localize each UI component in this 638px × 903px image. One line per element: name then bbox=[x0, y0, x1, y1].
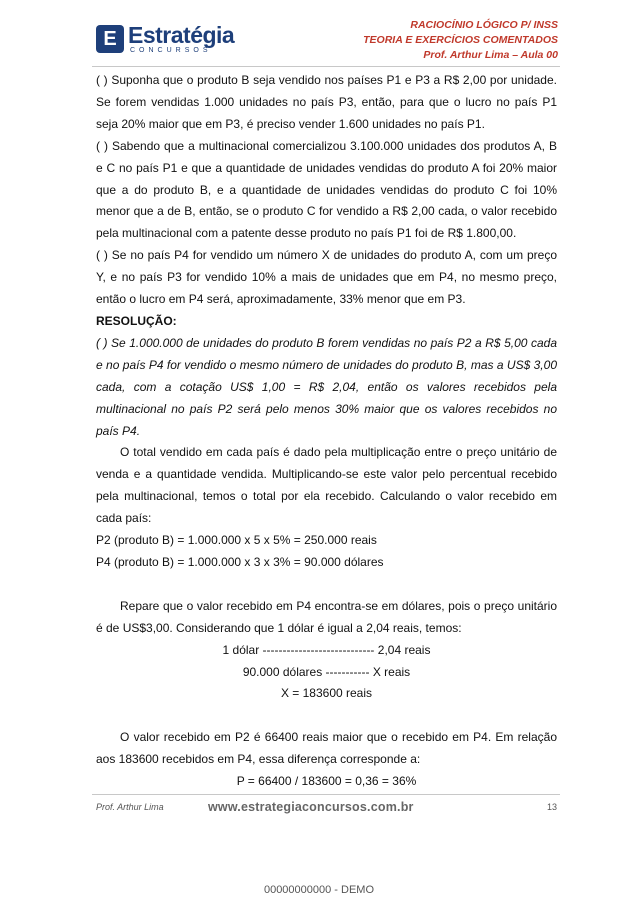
demo-watermark: 00000000000 - DEMO bbox=[263, 884, 375, 896]
estrategia-logo bbox=[96, 22, 234, 56]
conversion-paragraph: Repare que o valor recebido em P4 encontra-se em dólares, pois o preço unitário é de US$3,00. Considerando que 1 dólar é igual a 2,04 reais, temos: bbox=[96, 598, 557, 635]
footer-author: Prof. Arthur Lima bbox=[96, 802, 164, 812]
page-number: 13 bbox=[546, 802, 557, 812]
difference-paragraph: O valor recebido em P2 é 66400 reais maior que o recebido em P4. Em relação aos 183600 recebidos em P4, essa diferença corresponde a: bbox=[96, 730, 557, 767]
calculation-p2: P2 (produto B) = 1.000.000 x 5 x 5% = 250.000 reais bbox=[96, 533, 377, 548]
logo-subtitle: CONCURSOS bbox=[130, 46, 212, 54]
logo-name: Estratégia bbox=[128, 21, 235, 48]
header-course: RACIOCÍNIO LÓGICO P/ INSS bbox=[410, 19, 558, 31]
header-lesson: Prof. Arthur Lima – Aula 00 bbox=[423, 49, 558, 61]
header-divider bbox=[92, 66, 560, 67]
statement-1: ( ) Suponha que o produto B seja vendido nos países P1 e P3 a R$ 2,00 por unidade. Se forem vendidas 1.000 unidades no país P3, então, para que o lucro no país P1 seja 20% maior que em P3, é preciso vender 1.600 unidades no país P1. bbox=[96, 73, 557, 131]
rule-of-three-result: X = 183600 reais bbox=[280, 686, 373, 701]
percentage-result: P = 66400 / 183600 = 0,36 = 36% bbox=[236, 774, 417, 789]
statement-3: ( ) Se no país P4 for vendido um número X de unidades do produto A, com um preço Y, e no país P3 for vendido 10% a mais de unidades que em P4, no mesmo preço, então o lucro em P4 será, aproximadamente, 33% menor que em P3. bbox=[96, 248, 557, 307]
logo-e-icon: E bbox=[96, 25, 124, 53]
page-header bbox=[363, 18, 558, 63]
resolution-statement: ( ) Se 1.000.000 de unidades do produto B forem vendidas no país P2 a R$ 5,00 cada e no país P4 for vendido o mesmo número de unidades do produto B, mas a US$ 3,00 cada, com a cotação US$ 1,00 = R$ 2,04, então os valores recebidos pela multinacional no país P2 será pelo menos 30% maior que os valores recebidos no país P4. bbox=[96, 335, 557, 438]
calculation-p4: P4 (produto B) = 1.000.000 x 3 x 3% = 90.000 dólares bbox=[96, 554, 384, 569]
footer-divider bbox=[92, 794, 560, 795]
statement-2: ( ) Sabendo que a multinacional comercializou 3.100.000 unidades dos produtos A, B e C no país P1 e que a quantidade de unidades vendidas do produto A foi 20% maior que a do produto B, e a quantidade de unidades vendidas do produto C foi 10% menor que a de B, então, se o produto C for vendido a R$ 2,00 cada, o valor recebido pela multinacional com a patente desse produto no país P1 foi de R$ 1.800,00. bbox=[96, 138, 557, 241]
rule-of-three-line-1: 1 dólar ---------------------------- 2,04 reais bbox=[222, 642, 431, 657]
explanation-paragraph: O total vendido em cada país é dado pela multiplicação entre o preço unitário de venda e a quantidade vendida. Multiplicando-se este valor pelo percentual recebido pela multinacional, temos o total por ela recebido. Calculando o valor recebido em cada país: bbox=[96, 445, 557, 526]
page-body bbox=[96, 70, 557, 793]
rule-of-three-line-2: 90.000 dólares ----------- X reais bbox=[242, 664, 411, 679]
header-subtitle: TEORIA E EXERCÍCIOS COMENTADOS bbox=[363, 34, 558, 46]
footer-website-link[interactable]: www.estrategiaconcursos.com.br bbox=[208, 800, 414, 814]
page-footer bbox=[96, 800, 557, 816]
resolution-heading: RESOLUÇÃO: bbox=[96, 313, 177, 328]
